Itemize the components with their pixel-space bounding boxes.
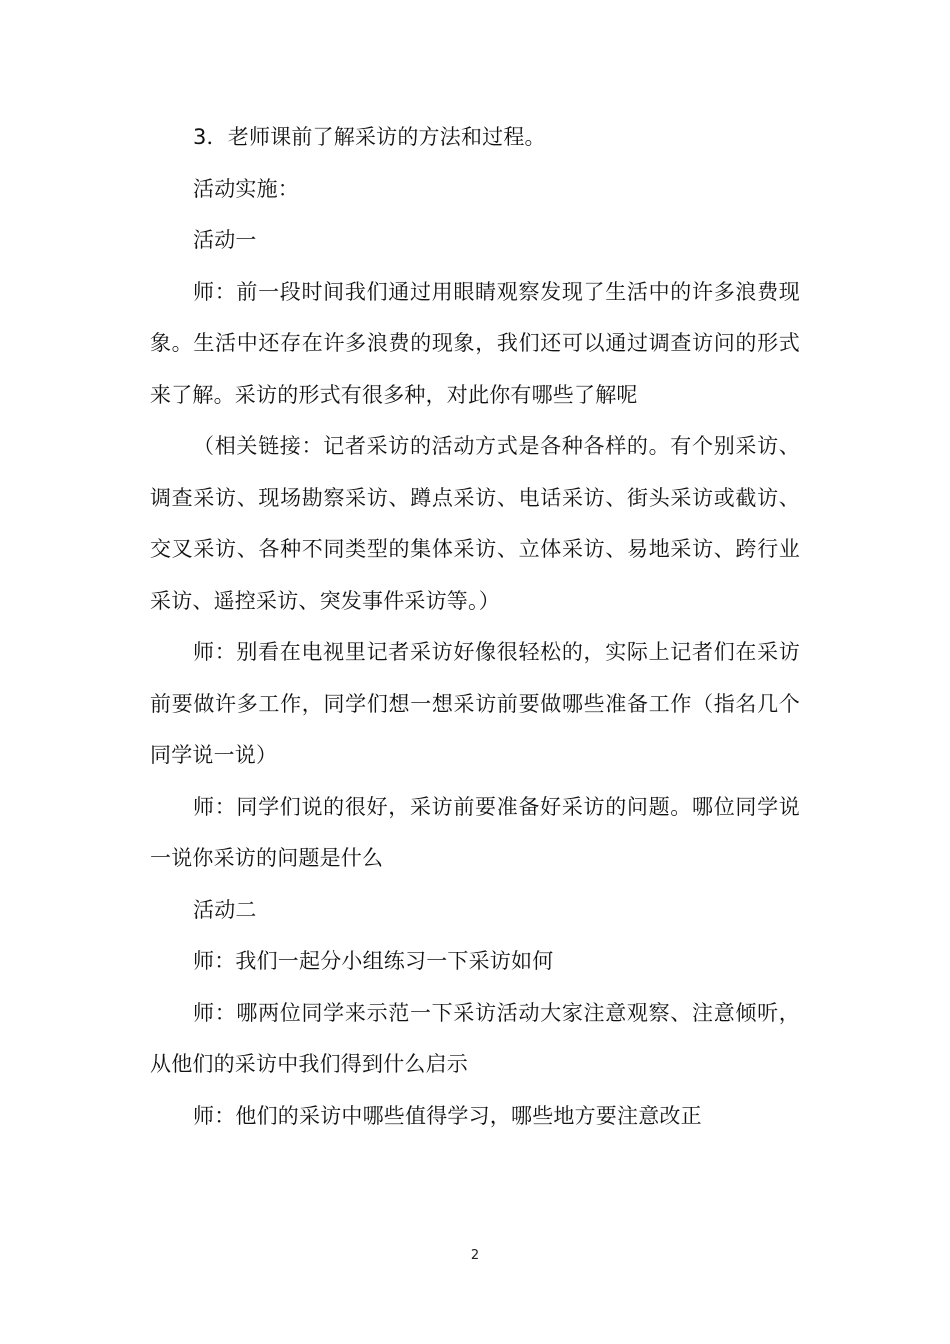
paragraph-teacher-review: 师：他们的采访中哪些值得学习，哪些地方要注意改正	[193, 1103, 702, 1128]
paragraph-related-link: （相关链接：记者采访的活动方式是各种各样的。有个别采访、调查采访、现场勘察采访、蹲点采访、电话采访、街头采访或截访、交叉采访、各种不同类型的集体采访、立体采访、易地采访、跨行业采访、遥控采访、突发事件采访等。）	[150, 434, 800, 613]
paragraph-activity-implementation: 活动实施：	[193, 176, 299, 201]
paragraph-teacher-demonstration: 师：哪两位同学来示范一下采访活动大家注意观察、注意倾听，从他们的采访中我们得到什么启示	[150, 1000, 800, 1076]
paragraph-activity-one-heading: 活动一	[193, 228, 257, 252]
paragraph-teacher-intro: 师：前一段时间我们通过用眼睛观察发现了生活中的许多浪费现象。生活中还存在许多浪费的现象，我们还可以通过调查访问的形式来了解。采访的形式有很多种，对此你有哪些了解呢	[150, 279, 800, 407]
paragraph-preparation-step: 3．老师课前了解采访的方法和过程。	[193, 125, 546, 149]
paragraph-activity-two-heading: 活动二	[193, 897, 257, 922]
paragraph-teacher-group-practice: 师：我们一起分小组练习一下采访如何	[193, 949, 554, 973]
document-body	[150, 112, 800, 1142]
paragraph-teacher-questions: 师：同学们说的很好，采访前要准备好采访的问题。哪位同学说一说你采访的问题是什么	[150, 794, 800, 870]
paragraph-teacher-preparation: 师：别看在电视里记者采访好像很轻松的，实际上记者们在采访前要做许多工作，同学们想一想采访前要做哪些准备工作（指名几个同学说一说）	[150, 640, 800, 767]
page-number: 2	[470, 1248, 480, 1263]
